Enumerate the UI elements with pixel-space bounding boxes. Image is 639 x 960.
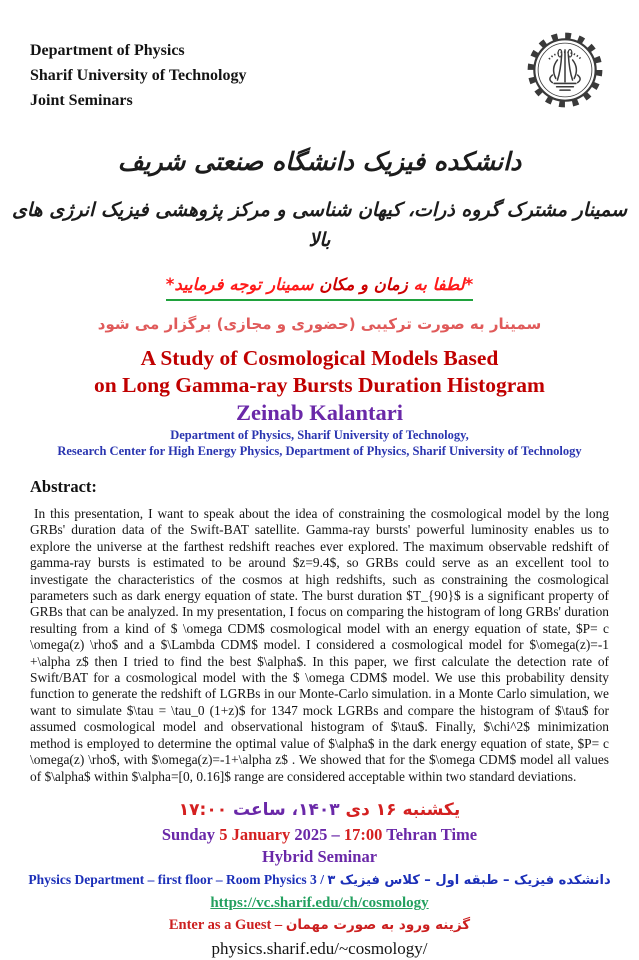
- attention-notice: [0, 273, 639, 301]
- date-persian-part-3: ۱۷:۰۰: [178, 799, 228, 820]
- seminar-format-line: سمینار به صورت ترکیبی (حضوری و مجازی) برگزار می شود: [97, 315, 542, 333]
- attention-part-3: سمینار توجه فرمایید*: [165, 275, 320, 294]
- affiliation-line-1: Department of Physics, Sharif University of Technology,: [170, 428, 469, 442]
- vc-link[interactable]: https://vc.sharif.edu/ch/cosmology: [210, 894, 429, 911]
- date-persian-part-1: یکشنبه ۱۶ دی: [339, 799, 461, 820]
- seminar-title-line-1: A Study of Cosmological Models Based: [140, 346, 499, 370]
- seminar-title-line-2: on Long Gamma-ray Bursts Duration Histogram: [94, 373, 545, 397]
- location-separator: /: [316, 871, 328, 887]
- calligraphy-line-2: سمینار مشترک گروه ذرات، کیهان شناسی و مرکز پژوهشی فیزیک انرژی های بالا: [11, 199, 627, 251]
- abstract-text: In this presentation, I want to speak about the idea of constraining the cosmological model by the long GRBs' duration data of the Swift-BAT satellite. Gamma-ray bursts' powerful luminosity enables us to explore the universe at the farthest redshift reaches ever explored. The maximum observable redshift of gamma-ray bursts is estimated to be around $z=9.4$, so GRBs could serve as an excellent tool to investigate the characteristics of the cosmos at high redshifts, such as constraining the cosmological parameters such as dark energy equation of state. The burst duration $T_{90}$ is a significant property of GRBs that can be analyzed. In my presentation, I focus on comparing the histogram of long GRBs' duration resulting from a kind of $ \omega CDM$ cosmological model with an energy equation of state, $P= c \omega(z) \rho$ and a $\Lambda CDM$ model. I considered a cosmological model for $\omega(z)=-1 +\alpha z$ then I tried to find the best $\alpha$. In this paper, we first calculate the detection rate of Swift/BAT for a cosmological model with the $ \omega CDM$ model. We use this probability density function to generate the redshift of LGRBs in our Monte-Carlo simulation. in a Monte Carlo simulation, we want to simulate $\tau = \tau_0 (1+z)$ for 1347 mock LGRBs and compare the histogram of $\tau$ for assumed cosmological model and observational histogram of $\tau$. Finally, $\chi^2$ minimization method is employed to determine the optimal value of $\alpha$ in the dark energy equation of state, $P= c \omega(z) \rho$, with $\omega(z)=-1+\alpha z$ . We showed that for the $\omega CDM$ model all values of $\alpha$ within $\alpha=[0, 0.16]$ range are considered acceptable within two standard deviations.: [30, 506, 609, 784]
- date-english-timezone: Tehran Time: [382, 824, 478, 844]
- guest-entry-english: Enter as a Guest –: [168, 916, 286, 933]
- header-line-seminars: Joint Seminars: [30, 92, 133, 109]
- attention-part-2: زمان و مکان: [319, 275, 408, 294]
- date-english-year: 2025 –: [294, 824, 344, 844]
- speaker-name: Zeinab Kalantari: [236, 400, 403, 425]
- date-english-time: 17:00: [343, 824, 383, 844]
- sharif-university-seal-logo: [523, 28, 607, 117]
- university-seal-icon: [523, 28, 607, 112]
- date-persian-part-2: ۱۴۰۳، ساعت: [227, 799, 340, 820]
- header-line-university: Sharif University of Technology: [30, 67, 247, 84]
- seminar-mode: Hybrid Seminar: [261, 846, 378, 866]
- header-line-department: Department of Physics: [30, 42, 185, 59]
- header: [0, 0, 639, 117]
- affiliation-line-2: Research Center for High Energy Physics, Department of Physics, Sharif University of Technology: [57, 444, 582, 458]
- calligraphy-line-1: دانشکده فیزیک دانشگاه صنعتی شریف: [117, 147, 522, 176]
- cosmology-site-url: physics.sharif.edu/~cosmology/: [211, 938, 428, 958]
- location-line: [0, 870, 639, 891]
- location-persian: دانشکده فیزیک – طبقه اول – کلاس فیزیک ۳: [327, 872, 611, 888]
- location-english: Physics Department – first floor – Room Physics 3: [28, 871, 317, 887]
- abstract-heading: Abstract:: [30, 477, 97, 496]
- attention-part-1: *لطفا به: [407, 275, 474, 294]
- date-english-date: 5 January: [219, 824, 295, 844]
- date-english: [0, 824, 639, 846]
- guest-entry-line: [0, 915, 639, 935]
- guest-entry-persian: گزینه ورود به صورت مهمان: [285, 916, 471, 933]
- date-english-day: Sunday: [161, 824, 220, 844]
- header-text-block: [30, 38, 246, 113]
- attention-notice-text: [166, 273, 473, 301]
- date-persian: [0, 798, 639, 823]
